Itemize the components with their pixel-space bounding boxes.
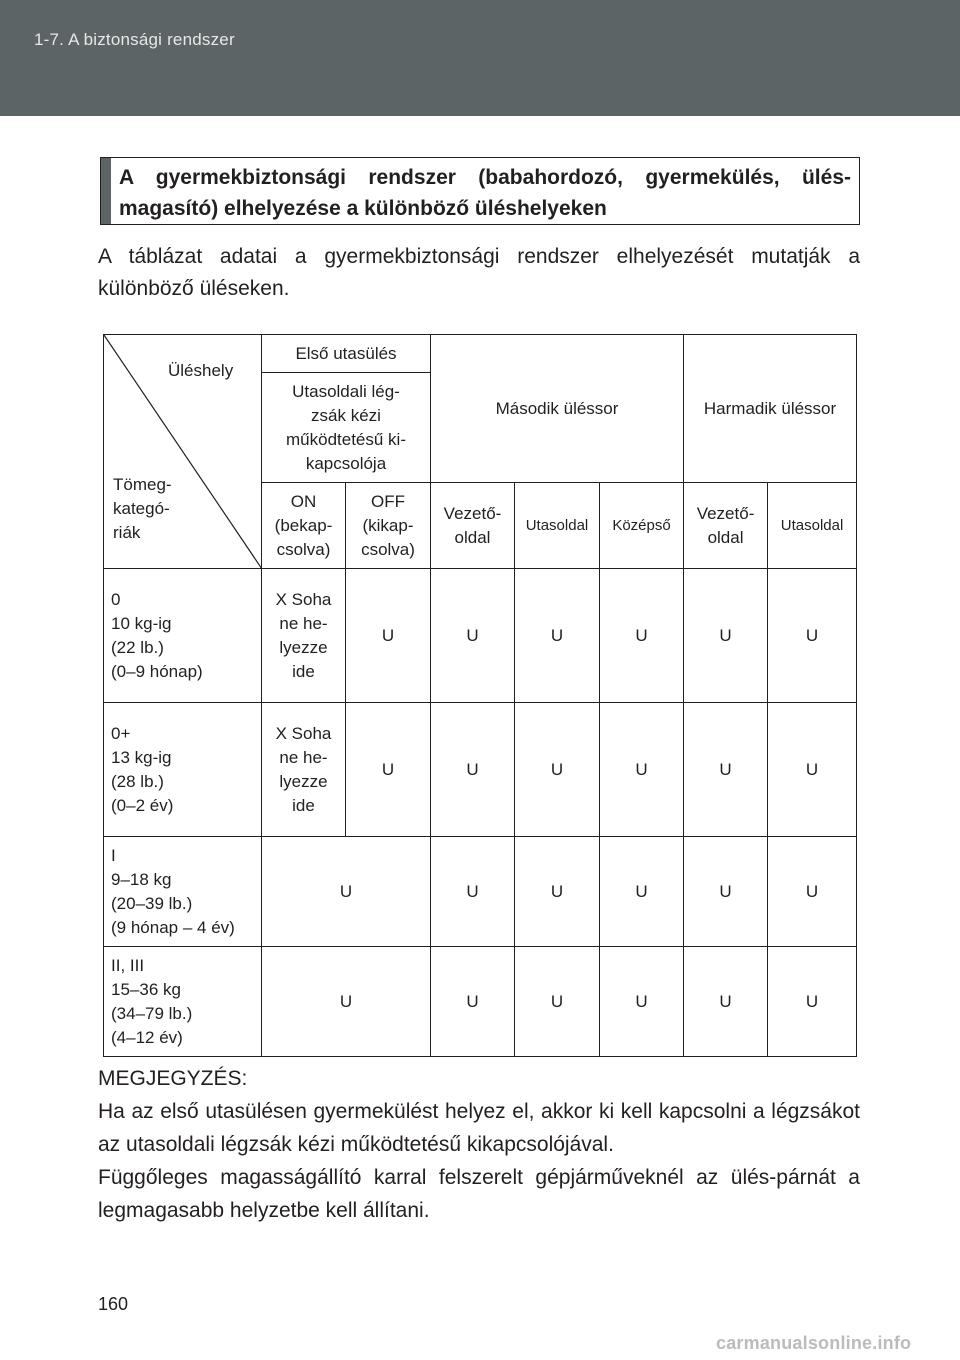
header-band <box>0 0 960 116</box>
second-row-middle-cell: U <box>600 947 684 1057</box>
corner-label-weight: Tömeg- kategó- riák <box>113 475 172 542</box>
first-seat-cell: U <box>262 837 431 947</box>
header-driver-side-3: Vezető-oldal <box>684 483 768 569</box>
second-row-driver-cell: U <box>431 837 515 947</box>
third-row-passenger-cell: U <box>768 947 857 1057</box>
table-row <box>104 837 857 947</box>
section-header: 1-7. A biztonsági rendszer <box>34 30 235 49</box>
first-seat-on-cell: X Soha ne he-lyezze ide <box>262 569 346 703</box>
section-title-box <box>100 157 860 225</box>
intro-paragraph: A táblázat adatai a gyermekbiztonsági rendszer elhelyezését mutatják a különböző üléseken. <box>98 245 860 300</box>
corner-label-seat: Üléshely <box>168 361 234 380</box>
header-middle: Középső <box>600 483 684 569</box>
second-row-passenger-cell: U <box>515 703 600 837</box>
weight-class-cell: II, III 15–36 kg (34–79 lb.) (4–12 év) <box>104 947 262 1057</box>
second-row-driver-cell: U <box>431 569 515 703</box>
second-row-passenger-cell: U <box>515 837 600 947</box>
first-seat-cell: U <box>262 947 431 1057</box>
section-title-bar <box>101 158 111 224</box>
header-first-seat: Első utasülés <box>262 335 431 373</box>
page-number: 160 <box>98 1294 129 1314</box>
seat-table <box>103 334 857 1057</box>
weight-class-cell: 0 10 kg-ig (22 lb.) (0–9 hónap) <box>104 569 262 703</box>
section-title: A gyermekbiztonsági rendszer (babahordozó, gyermekülés, ülés-magasító) elhelyezése a különböző üléshelyeken <box>119 166 851 220</box>
first-seat-off-cell: U <box>346 569 431 703</box>
third-row-driver-cell: U <box>684 569 768 703</box>
third-row-passenger-cell: U <box>768 837 857 947</box>
weight-class-cell: I 9–18 kg (20–39 lb.) (9 hónap – 4 év) <box>104 837 262 947</box>
second-row-driver-cell: U <box>431 947 515 1057</box>
third-row-driver-cell: U <box>684 947 768 1057</box>
header-passenger-side: Utasoldal <box>515 483 600 569</box>
notes-label: MEGJEGYZÉS: <box>98 1067 248 1090</box>
second-row-driver-cell: U <box>431 703 515 837</box>
first-seat-off-cell: U <box>346 703 431 837</box>
header-driver-side: Vezető-oldal <box>431 483 515 569</box>
second-row-middle-cell: U <box>600 569 684 703</box>
table-row <box>104 703 857 837</box>
header-on: ON (bekap-csolva) <box>262 483 346 569</box>
third-row-passenger-cell: U <box>768 569 857 703</box>
second-row-passenger-cell: U <box>515 947 600 1057</box>
second-row-middle-cell: U <box>600 837 684 947</box>
notes-block <box>98 1062 860 1227</box>
third-row-driver-cell: U <box>684 837 768 947</box>
header-second-row: Második üléssor <box>431 335 684 483</box>
second-row-passenger-cell: U <box>515 569 600 703</box>
header-passenger-side-3: Utasoldal <box>768 483 857 569</box>
notes-paragraph-1: Ha az első utasülésen gyermekülést helyez el, akkor ki kell kapcsolni a légzsákot az utasoldali légzsák kézi működtetésű kikapcsolójával. <box>98 1100 860 1156</box>
weight-class-cell: 0+ 13 kg-ig (28 lb.) (0–2 év) <box>104 703 262 837</box>
first-seat-on-cell: X Soha ne he-lyezze ide <box>262 703 346 837</box>
third-row-driver-cell: U <box>684 703 768 837</box>
table-corner-cell <box>104 335 262 569</box>
third-row-passenger-cell: U <box>768 703 857 837</box>
header-airbag-switch: Utasoldali lég-zsák kézi működtetésű ki-kapcsolója <box>262 373 431 483</box>
watermark: carmanualsonline.info <box>716 1333 912 1353</box>
second-row-middle-cell: U <box>600 703 684 837</box>
notes-paragraph-2: Függőleges magasságállító karral felszerelt gépjárműveknél az ülés-párnát a legmagasabb helyzetbe kell állítani. <box>98 1166 860 1222</box>
header-off: OFF (kikap-csolva) <box>346 483 431 569</box>
table-row <box>104 569 857 703</box>
table-row <box>104 947 857 1057</box>
header-third-row: Harmadik üléssor <box>684 335 857 483</box>
